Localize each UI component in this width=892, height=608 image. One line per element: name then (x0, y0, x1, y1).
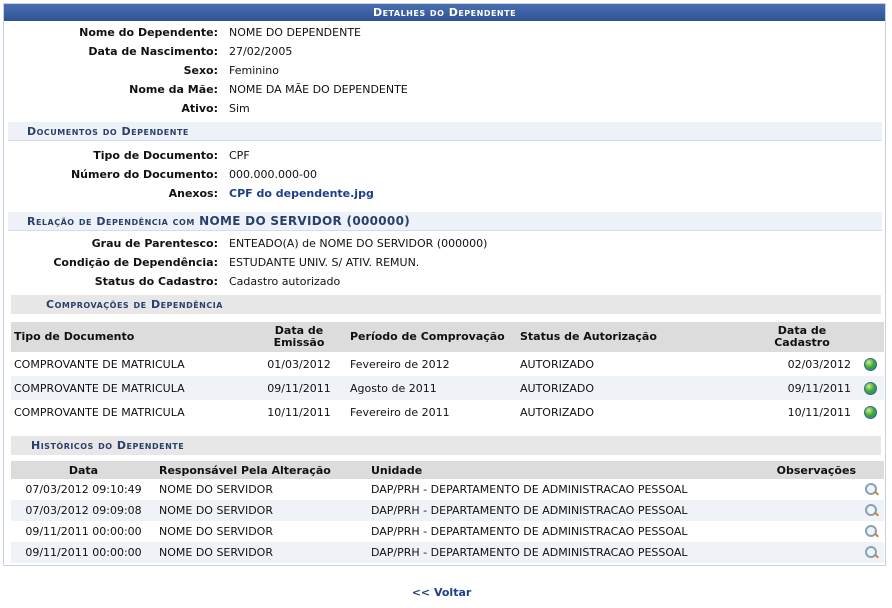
row-tipo: COMPROVANTE DE MATRICULA (11, 376, 251, 400)
row-periodo: Agosto de 2011 (347, 376, 517, 400)
tipo-documento-value: CPF (229, 149, 250, 162)
row-unidade: DAP/PRH - DEPARTAMENTO DE ADMINISTRACAO PESSOAL (368, 479, 761, 500)
ativo-label: Ativo: (181, 102, 218, 115)
row-emissao: 01/03/2012 (251, 352, 347, 376)
grau-value: ENTEADO(A) de NOME DO SERVIDOR (000000) (229, 237, 488, 250)
row-status: AUTORIZADO (517, 352, 747, 376)
col-periodo: Período de Comprovação (347, 322, 517, 352)
col-action (859, 461, 884, 479)
section-historicos: Históricos do Dependente (11, 436, 881, 455)
table-header (11, 322, 884, 352)
nome-label: Nome do Dependente: (79, 26, 218, 39)
globe-icon[interactable] (864, 406, 877, 419)
row-unidade: DAP/PRH - DEPARTAMENTO DE ADMINISTRACAO PESSOAL (368, 542, 761, 563)
row-tipo: COMPROVANTE DE MATRICULA (11, 400, 251, 424)
row-data: 07/03/2012 09:10:49 (11, 479, 156, 500)
row-data: 07/03/2012 09:09:08 (11, 500, 156, 521)
row-cadastro: 09/11/2011 (747, 376, 857, 400)
section-relacao (8, 212, 882, 231)
field-nascimento (4, 42, 884, 61)
col-responsavel: Responsável Pela Alteração (156, 461, 368, 479)
globe-icon[interactable] (864, 358, 877, 371)
row-cadastro: 02/03/2012 (747, 352, 857, 376)
field-grau (4, 234, 884, 253)
historicos-table (11, 461, 884, 563)
back-container (0, 586, 883, 599)
mae-value: NOME DA MÃE DO DEPENDENTE (229, 83, 408, 96)
comprovacoes-table (11, 322, 884, 424)
row-responsavel: NOME DO SERVIDOR (156, 479, 368, 500)
col-data: Data (11, 461, 156, 479)
table-row (11, 352, 884, 376)
condicao-value: ESTUDANTE UNIV. S/ ATIV. REMUN. (229, 256, 420, 269)
row-observacoes (761, 479, 859, 500)
col-cadastro: Data de Cadastro (747, 322, 857, 352)
field-nome (4, 23, 884, 42)
details-panel (3, 3, 886, 566)
magnifier-icon[interactable] (865, 504, 879, 518)
table-row (11, 479, 884, 500)
row-status: AUTORIZADO (517, 376, 747, 400)
magnifier-icon[interactable] (865, 483, 879, 497)
sexo-label: Sexo: (183, 64, 218, 77)
col-status: Status de Autorização (517, 322, 747, 352)
row-data: 09/11/2011 00:00:00 (11, 542, 156, 563)
row-tipo: COMPROVANTE DE MATRICULA (11, 352, 251, 376)
col-unidade: Unidade (368, 461, 761, 479)
field-condicao (4, 253, 884, 272)
panel-title: Detalhes do Dependente (4, 4, 885, 21)
col-emissao: Data de Emissão (251, 322, 347, 352)
field-ativo (4, 99, 884, 118)
anexo-link[interactable]: CPF do dependente.jpg (229, 187, 374, 200)
row-responsavel: NOME DO SERVIDOR (156, 542, 368, 563)
field-numero-documento (4, 165, 884, 184)
numero-documento-value: 000.000.000-00 (229, 168, 317, 181)
row-emissao: 10/11/2011 (251, 400, 347, 424)
table-row (11, 500, 884, 521)
voltar-link[interactable]: << Voltar (411, 586, 472, 599)
field-sexo (4, 61, 884, 80)
row-status: AUTORIZADO (517, 400, 747, 424)
field-anexos (4, 184, 884, 203)
numero-documento-label: Número do Documento: (70, 168, 218, 181)
row-cadastro: 10/11/2011 (747, 400, 857, 424)
section-documentos: Documentos do Dependente (8, 122, 882, 141)
row-observacoes (761, 521, 859, 542)
row-unidade: DAP/PRH - DEPARTAMENTO DE ADMINISTRACAO PESSOAL (368, 521, 761, 542)
nascimento-label: Data de Nascimento: (88, 45, 218, 58)
col-action (857, 322, 884, 352)
condicao-label: Condição de Dependência: (53, 256, 218, 269)
table-header (11, 461, 884, 479)
row-observacoes (761, 500, 859, 521)
row-observacoes (761, 542, 859, 563)
table-row (11, 400, 884, 424)
status-value: Cadastro autorizado (229, 275, 341, 288)
table-row (11, 542, 884, 563)
mae-label: Nome da Mãe: (129, 83, 218, 96)
row-responsavel: NOME DO SERVIDOR (156, 500, 368, 521)
ativo-value: Sim (229, 102, 250, 115)
magnifier-icon[interactable] (865, 546, 879, 560)
tipo-documento-label: Tipo de Documento: (93, 149, 218, 162)
row-periodo: Fevereiro de 2012 (347, 352, 517, 376)
field-tipo-documento (4, 146, 884, 165)
row-data: 09/11/2011 00:00:00 (11, 521, 156, 542)
globe-icon[interactable] (864, 382, 877, 395)
row-responsavel: NOME DO SERVIDOR (156, 521, 368, 542)
col-observacoes: Observações (761, 461, 859, 479)
relacao-title-prefix: Relação de Dependência com (27, 215, 195, 228)
row-emissao: 09/11/2011 (251, 376, 347, 400)
field-mae (4, 80, 884, 99)
table-row (11, 521, 884, 542)
row-periodo: Fevereiro de 2011 (347, 400, 517, 424)
row-unidade: DAP/PRH - DEPARTAMENTO DE ADMINISTRACAO PESSOAL (368, 500, 761, 521)
relacao-title-servidor: NOME DO SERVIDOR (000000) (199, 214, 411, 228)
col-tipo: Tipo de Documento (11, 322, 251, 352)
sexo-value: Feminino (229, 64, 279, 77)
nome-value: NOME DO DEPENDENTE (229, 26, 361, 39)
grau-label: Grau de Parentesco: (91, 237, 218, 250)
field-status (4, 272, 884, 291)
status-label: Status do Cadastro: (94, 275, 218, 288)
table-row (11, 376, 884, 400)
nascimento-value: 27/02/2005 (229, 45, 293, 58)
section-comprovacoes: Comprovações de Dependência (11, 295, 881, 314)
magnifier-icon[interactable] (865, 525, 879, 539)
anexos-label: Anexos: (168, 187, 218, 200)
